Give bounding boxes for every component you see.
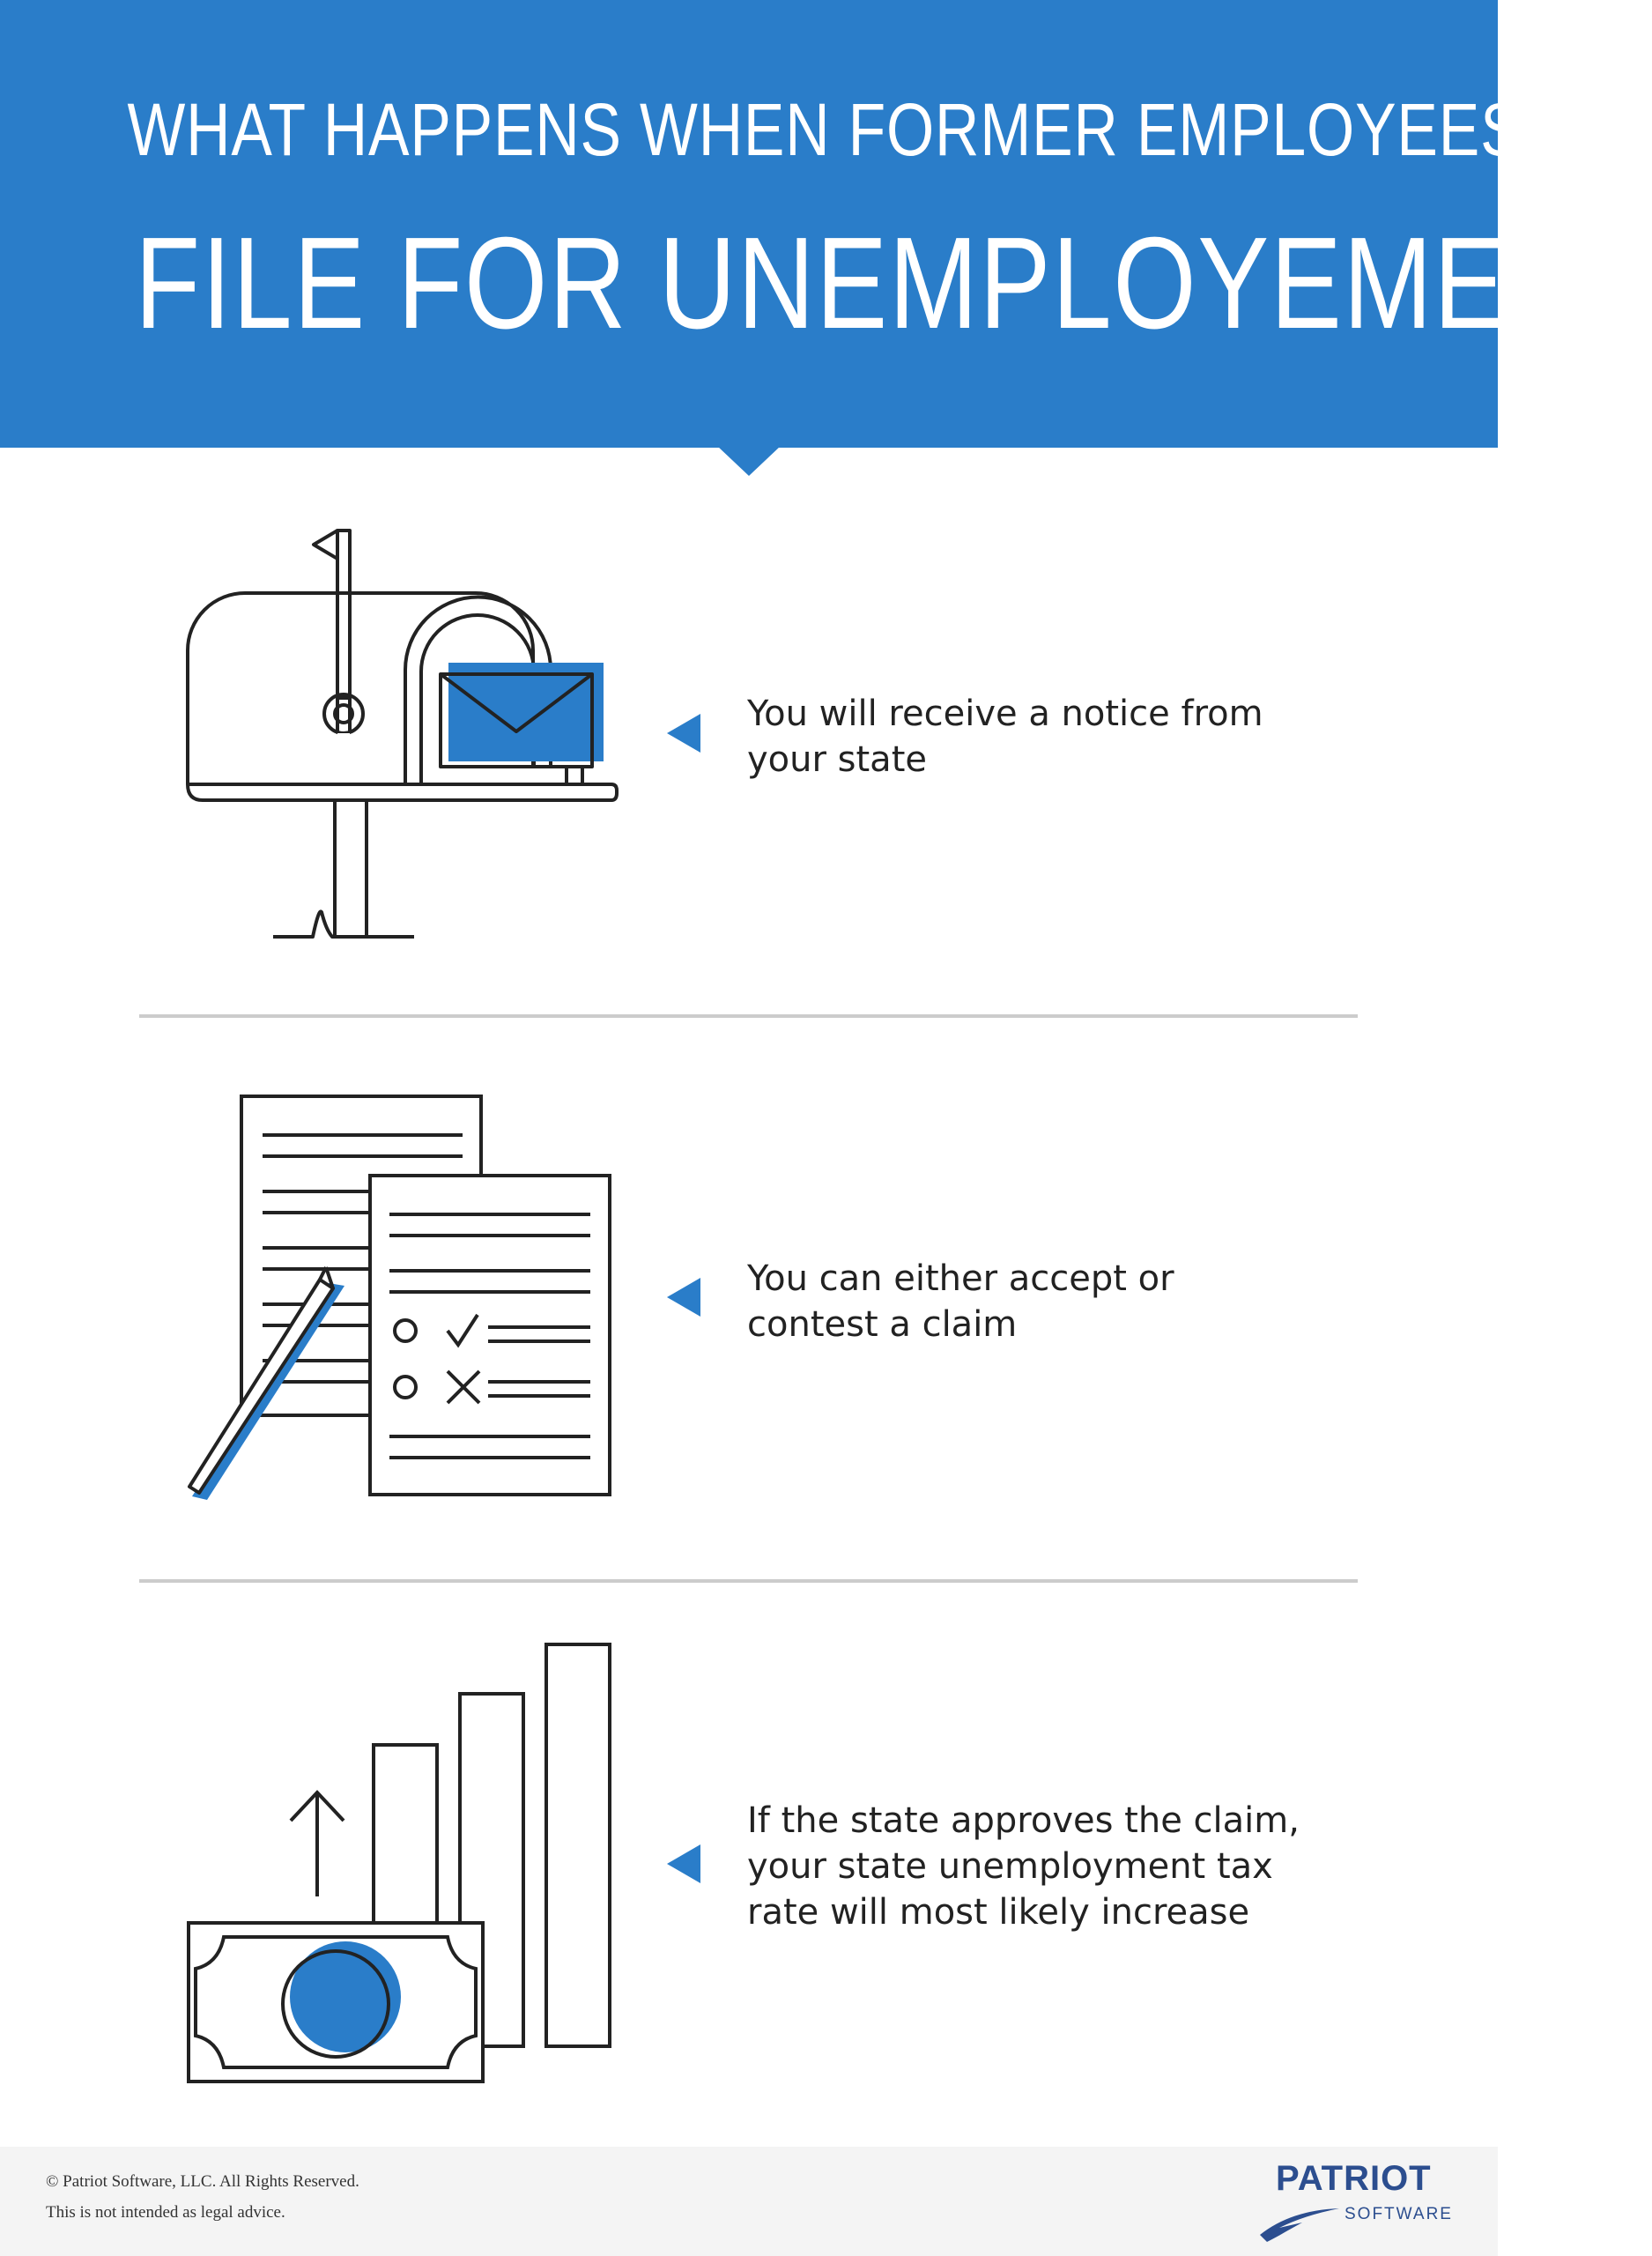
tax-increase-icon <box>159 1636 652 2094</box>
step-2-line-2: contest a claim <box>747 1304 1018 1345</box>
step-3-line-3: rate will most likely increase <box>747 1892 1250 1933</box>
step-1-line-2: your state <box>747 739 927 780</box>
pointer-arrow-3 <box>667 1844 700 1883</box>
documents-icon <box>159 1084 652 1507</box>
step-2-text <box>747 1256 1382 1347</box>
step-3-line-2: your state unemployment tax <box>747 1846 1273 1887</box>
step-3-text <box>747 1798 1382 1935</box>
copyright-text: © Patriot Software, LLC. All Rights Reserved. <box>46 2172 359 2191</box>
step-1-text <box>747 691 1382 783</box>
patriot-software-logo <box>1251 2150 1463 2252</box>
header-notch <box>717 446 781 476</box>
title-line-1: WHAT HAPPENS WHEN FORMER EMPLOYEES <box>127 88 1522 171</box>
step-1-line-1: You will receive a notice from <box>747 694 1263 734</box>
logo-word: PATRIOT <box>1276 2159 1432 2198</box>
disclaimer-text: This is not intended as legal advice. <box>46 2203 285 2222</box>
pointer-arrow-1 <box>667 714 700 753</box>
logo-star-icon <box>1251 2201 1348 2245</box>
logo-sub: SOFTWARE <box>1345 2205 1453 2223</box>
pointer-arrow-2 <box>667 1278 700 1317</box>
divider-2 <box>139 1579 1358 1583</box>
mailbox-icon <box>159 520 652 952</box>
header-banner <box>0 0 1652 448</box>
divider-1 <box>139 1014 1358 1018</box>
step-2-line-1: You can either accept or <box>747 1258 1174 1299</box>
title-line-2: FILE FOR UNEMPLOYEMENT <box>135 211 1652 356</box>
step-3-line-1: If the state approves the claim, <box>747 1800 1300 1841</box>
